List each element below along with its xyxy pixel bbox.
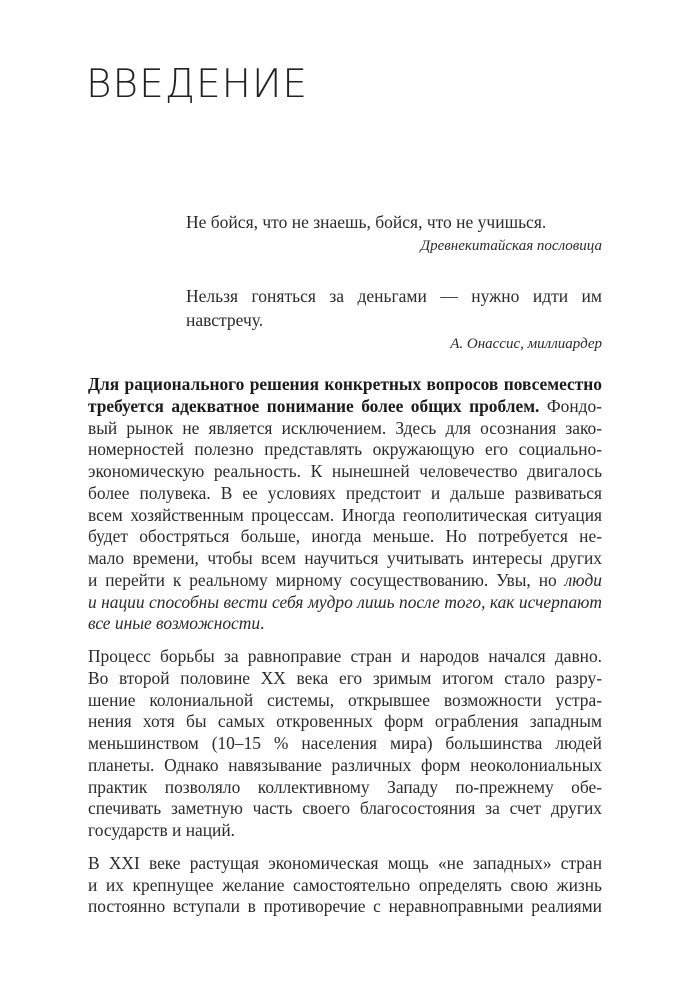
bold-lead: Для рационального решения конкретных вопросов повсеместно [88,374,602,394]
text-line: вый рынок не является исключением. Здесь для осознания зако- [88,417,602,438]
text-line: будет обостряться больше, иногда меньше. Но потребуется не- [88,526,602,547]
epigraph-attribution: А. Онассис, миллиардер [450,336,602,352]
text-line: всем хозяйственным процессам. Иногда геополитическая ситуация [88,504,602,525]
bold-lead: требуется адекватное понимание более общих проблем. [88,395,540,416]
paragraph [88,646,602,842]
italic-text: люди [564,569,602,590]
text-line: спечивать заметную часть своего благосостояния за счет других [88,798,602,819]
text: и перейти к реальному мирному сосуществованию. Увы, но [88,569,565,590]
body-text [88,374,602,929]
text-line: планеты. Однако навязывание различных форм неоколониальных [88,754,602,775]
text-line [88,592,602,614]
epigraph-attribution: Древнекитайская пословица [420,238,602,254]
text-line: меньшинством (10–15 % населения мира) большинства людей [88,733,602,753]
text: . [260,613,265,634]
text-line: более полувека. В ее условиях предстоит и дальше развиваться [88,482,602,503]
epigraph-2 [186,284,602,356]
epigraph-quote: Нельзя гоняться за деньгами — нужно идти им [186,286,602,306]
epigraph-quote: Не бойся, что не знаешь, бойся, что не учишься. [186,212,547,232]
text-line [88,570,602,592]
text-line [88,374,602,396]
text-line [88,396,602,418]
chapter-title: ВВЕДЕНИЕ [86,62,309,107]
text-line: мало времени, чтобы всем научиться учитывать интересы других [88,548,602,568]
text-line [88,613,602,635]
epigraph-quote: навстречу. [186,310,264,330]
italic-text: все иные возможности [88,613,261,634]
paragraph [88,853,602,918]
text-line: и их крепнущее желание самостоятельно определять свою жизнь [88,874,602,895]
epigraph-1 [186,210,602,258]
text-line: государств и наций. [88,820,236,840]
text: Фондо- [539,395,602,416]
text-line: В XXI веке растущая экономическая мощь «не западных» стран [88,852,602,873]
text-line: нения хотя бы самых откровенных форм ограбления западным [88,711,602,732]
text-line: Процесс борьбы за равноправие стран и народов начался давно. [88,646,602,666]
text-line: шение колониальной системы, открывшее возможности устра- [88,689,602,710]
text-line: Во второй половине XX века его зримым итогом стало разру- [88,667,602,688]
text-line: экономическую реальность. К нынешней человечество двигалось [88,461,602,481]
italic-text: и нации способны вести себя мудро лишь после того, как исчерпают [88,591,602,612]
paragraph [88,374,602,635]
text-line: номерностей полезно представлять окружающую его социально- [88,439,602,460]
text-line: практик позволяло коллективному Западу по-прежнему обе- [88,776,602,797]
text-line: постоянно вступали в противоречие с неравноправными реалиями [88,896,602,917]
